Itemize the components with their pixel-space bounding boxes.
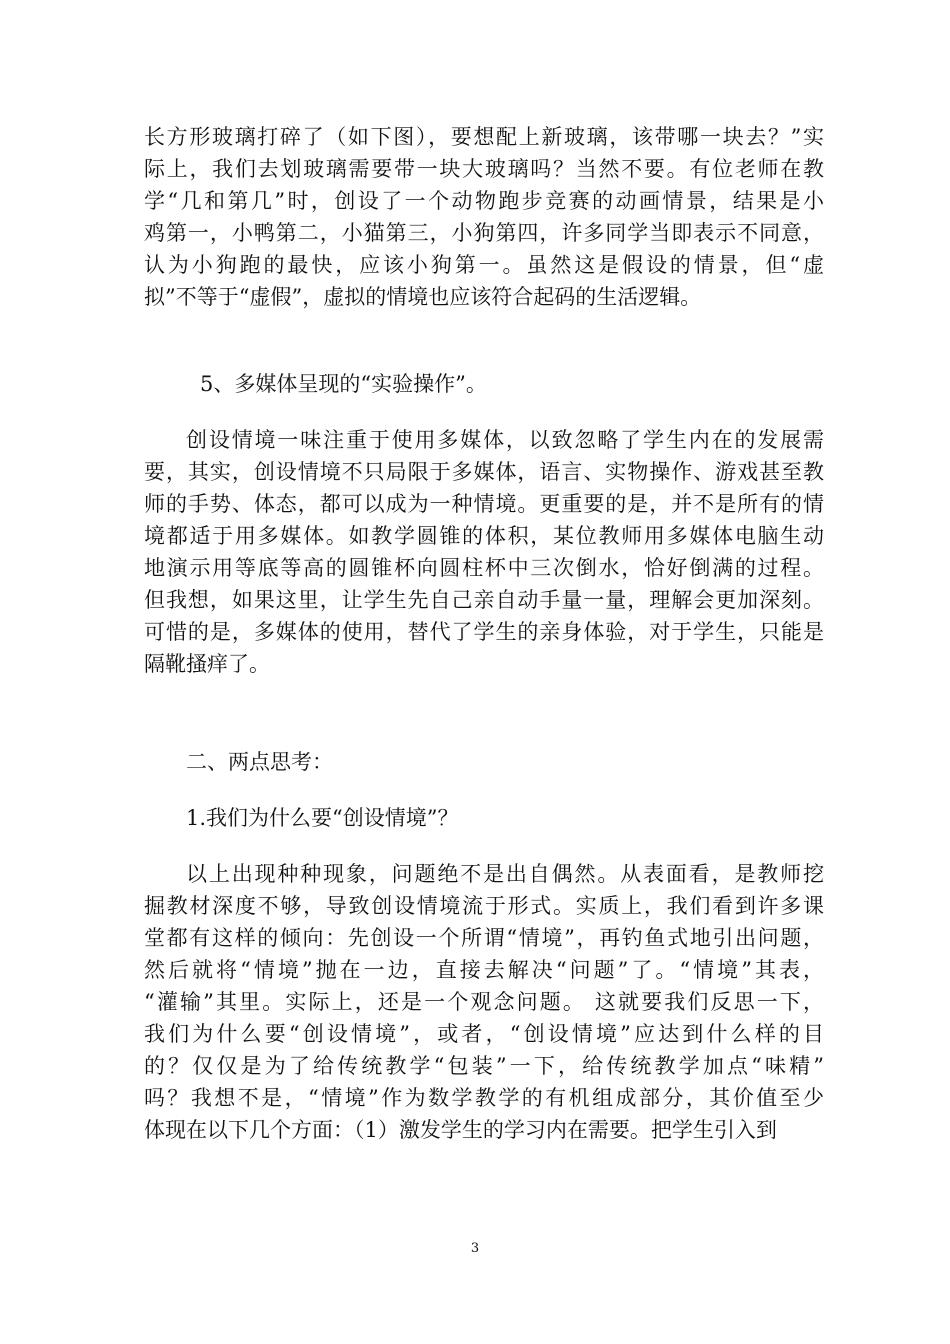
text-line: 然后就将“情境”抛在一边，直接去解决“问题”了。“情境”其表， [144, 958, 824, 982]
text-line: 鸡第一，小鸭第二，小猫第三，小狗第四，许多同学当即表示不同意， [144, 221, 824, 245]
text-line: 学“几和第几”时，创设了一个动物跑步竞赛的动画情景，结果是小 [144, 189, 824, 213]
text-line: 际上，我们去划玻璃需要带一块大玻璃吗？当然不要。有位老师在教 [144, 157, 824, 181]
paragraph-multimedia [144, 424, 824, 680]
text-line: 体现在以下几个方面：（1）激发学生的学习内在需要。把学生引入到 [144, 1118, 777, 1142]
page-number: 3 [470, 1241, 480, 1256]
heading-multimedia-experiment: 5、多媒体呈现的“实验操作”。 [200, 372, 487, 396]
text-line: 可惜的是，多媒体的使用，替代了学生的亲身体验，对于学生，只能是 [144, 620, 824, 644]
text-line: 隔靴搔痒了。 [144, 652, 270, 676]
text-line: 吗？我想不是，“情境”作为数学教学的有机组成部分，其价值至少 [144, 1086, 824, 1110]
text-line: 以上出现种种现象，问题绝不是出自偶然。从表面看，是教师挖 [186, 862, 824, 886]
text-line: 我们为什么要“创设情境”，或者，“创设情境”应达到什么样的目 [144, 1022, 824, 1046]
text-line: 境都适于用多媒体。如教学圆锥的体积，某位教师用多媒体电脑生动 [144, 524, 824, 548]
section-heading-two-thoughts: 二、两点思考： [186, 750, 333, 774]
paragraph-glass-example [144, 121, 824, 313]
text-line: “灌输”其里。实际上，还是一个观念问题。 这就要我们反思一下， [144, 990, 824, 1014]
text-line: 地演示用等底等高的圆锥杯向圆柱杯中三次倒水，恰好倒满的过程。 [144, 556, 824, 580]
text-line: 要，其实，创设情境不只局限于多媒体，语言、实物操作、游戏甚至教 [144, 460, 824, 484]
text-line: 堂都有这样的倾向：先创设一个所谓“情境”，再钓鱼式地引出问题， [144, 926, 824, 950]
text-line: 的？仅仅是为了给传统教学“包装”一下，给传统教学加点“味精” [144, 1054, 824, 1078]
text-line: 但我想，如果这里，让学生先自己亲自动手量一量，理解会更加深刻。 [144, 588, 824, 612]
text-line: 创设情境一味注重于使用多媒体，以致忽略了学生内在的发展需 [186, 428, 824, 452]
subheading-why-create-situation: 1.我们为什么要“创设情境”？ [186, 806, 459, 830]
text-line: 师的手势、体态，都可以成为一种情境。更重要的是，并不是所有的情 [144, 492, 824, 516]
text-line: 认为小狗跑的最快，应该小狗第一。虽然这是假设的情景，但“虚 [144, 253, 824, 277]
paragraph-reflection [144, 858, 824, 1146]
text-line: 拟”不等于“虚假”，虚拟的情境也应该符合起码的生活逻辑。 [144, 285, 702, 309]
text-line: 长方形玻璃打碎了（如下图），要想配上新玻璃，该带哪一块去？”实 [144, 125, 824, 149]
text-line: 掘教材深度不够，导致创设情境流于形式。实质上，我们看到许多课 [144, 894, 824, 918]
